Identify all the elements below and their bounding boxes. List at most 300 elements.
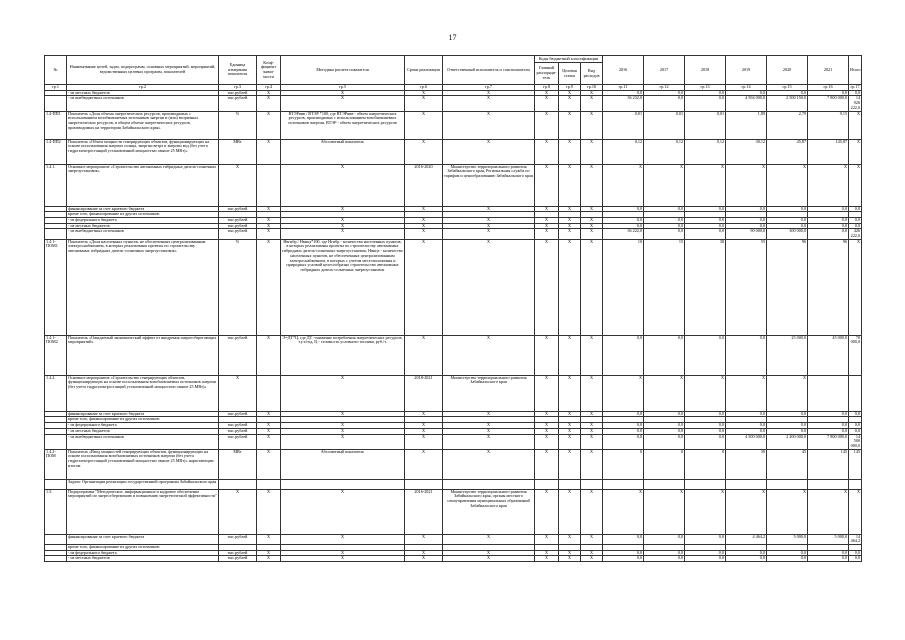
table-cell: 0,0 <box>849 423 862 429</box>
table-cell: 0,0 <box>685 90 726 96</box>
table-cell: X <box>581 223 603 229</box>
header-code-cel: Целевая статья <box>559 63 581 85</box>
table-cell: X <box>559 217 581 223</box>
table-cell: X <box>405 449 443 479</box>
table-cell: 5 000,0 <box>808 534 849 544</box>
table-cell: X <box>535 239 559 335</box>
table-cell <box>281 479 405 489</box>
table-cell: 0,0 <box>849 206 862 212</box>
table-cell: 0,12 <box>685 139 726 164</box>
table-cell: тыс.рублей <box>219 96 257 111</box>
column-number: гр.5 <box>281 85 405 91</box>
table-cell: тыс.рублей <box>219 423 257 429</box>
table-cell: 1,89 <box>726 111 767 139</box>
table-cell: X <box>257 96 281 111</box>
table-cell: X <box>767 164 808 206</box>
table-cell: 145 <box>849 449 862 479</box>
table-cell: X <box>443 229 535 239</box>
table-cell: X <box>559 534 581 544</box>
table-cell: 0,0 <box>726 423 767 429</box>
table-cell: 10 <box>603 239 644 335</box>
table-cell: X <box>559 428 581 434</box>
table-cell: 1.5. <box>45 489 67 534</box>
table-cell: 0,0 <box>685 206 726 212</box>
table-cell: X <box>443 534 535 544</box>
table-row <box>45 335 862 375</box>
table-cell: 0,0 <box>644 434 685 449</box>
table-cell: X <box>581 217 603 223</box>
table-cell: 0,12 <box>603 139 644 164</box>
table-cell: 45 <box>767 449 808 479</box>
table-cell: X <box>257 239 281 335</box>
table-cell: X <box>559 411 581 417</box>
table-cell: X <box>443 239 535 335</box>
table-cell: X <box>581 423 603 429</box>
table-cell: 0,0 <box>603 556 644 562</box>
table-cell: 145 <box>808 449 849 479</box>
table-cell: X <box>257 223 281 229</box>
table-cell: X <box>559 434 581 449</box>
table-cell: X <box>581 428 603 434</box>
table-cell: 0,0 <box>603 423 644 429</box>
table-cell: 38 <box>685 239 726 335</box>
table-cell: X <box>535 164 559 206</box>
table-cell: 4 464,2 <box>726 534 767 544</box>
table-cell: X <box>405 206 443 212</box>
column-number: гр.3 <box>219 85 257 91</box>
table-cell: 0,01 <box>644 111 685 139</box>
table-cell: X <box>405 239 443 335</box>
table-cell: X <box>281 223 405 229</box>
table-cell: тыс.рублей <box>219 428 257 434</box>
table-cell: X <box>559 449 581 479</box>
table-cell: Показатель «Ввод мощностей генерирующих объектов, функционирующих на основе использования возобновляемых источников энергии (без учета гидроэлектростанций установленной мощностью свыше 25 МВт)» нарастающим итогом <box>67 449 219 479</box>
header-name: Наименование целей, задач, подпрограмм, основных мероприятий, мероприятий, ведомственных целевых программ, показателей <box>67 56 219 85</box>
table-cell <box>535 479 559 489</box>
table-cell: X <box>443 550 535 556</box>
table-cell: Нвгибр / Нвнцэ*100, где Нгибр - количество населенных пунктов, в которых реализованы проекты по строительству автономных гибридных дизель-солнечных энергоустановок, Нвнцэ - количество населенных пунктов, не обеспеченных централизованным электроснабжением, в которых с учетом местоположения и природных условий целесообразно строительство автономных гибридных дизель-солнечных энергоустановок <box>281 239 405 335</box>
table-cell: X <box>849 164 862 206</box>
table-cell: X <box>581 556 603 562</box>
table-cell: тыс.рублей <box>219 223 257 229</box>
column-number: гр.14 <box>726 85 767 91</box>
table-cell: 7 800 000,0 <box>808 96 849 111</box>
table-cell: X <box>535 550 559 556</box>
table-cell: 2 200 000,0 <box>767 434 808 449</box>
table-cell: 0,0 <box>603 90 644 96</box>
table-cell: 7 800 000,0 <box>808 434 849 449</box>
table-cell: 0,0 <box>808 428 849 434</box>
table-cell: X <box>559 111 581 139</box>
table-cell <box>45 556 67 562</box>
table-cell: X <box>405 423 443 429</box>
table-cell: тыс.рублей <box>219 434 257 449</box>
table-cell <box>726 479 767 489</box>
table-cell: X <box>257 534 281 544</box>
table-cell: финансирование за счет краевого бюджета <box>67 534 219 544</box>
table-cell: 2 500 150,0 <box>767 96 808 111</box>
table-cell: 0,01 <box>685 111 726 139</box>
table-cell: 0,0 <box>685 434 726 449</box>
table-cell: 30 <box>726 449 767 479</box>
table-cell: X <box>559 90 581 96</box>
table-cell: X <box>603 164 644 206</box>
table-cell: МВт <box>219 449 257 479</box>
table-cell: X <box>685 489 726 534</box>
table-cell <box>808 375 849 411</box>
table-cell: - из федерального бюджета <box>67 217 219 223</box>
table-cell: X <box>443 96 535 111</box>
table-cell: X <box>281 90 405 96</box>
table-cell: 0,0 <box>603 428 644 434</box>
table-cell: 36 222,0 <box>603 229 644 239</box>
table-cell: 145,87 <box>808 139 849 164</box>
header-year-2020: 2020 <box>767 56 808 85</box>
table-cell: X <box>281 550 405 556</box>
table-cell: X <box>535 96 559 111</box>
table-cell: X <box>219 164 257 206</box>
table-cell: 0,0 <box>685 550 726 556</box>
table-cell: X <box>559 335 581 375</box>
table-cell: X <box>644 489 685 534</box>
table-cell: X <box>535 434 559 449</box>
table-cell: 0,0 <box>726 411 767 417</box>
table-cell: X <box>535 534 559 544</box>
header-year-2017: 2017 <box>644 56 685 85</box>
column-number: гр.17 <box>850 84 860 89</box>
table-cell: Основное мероприятие «Строительство генерирующих объектов, функционирующих на основе использования возобновляемых источников энергии (без учета гидроэлектростанций установленной мощностью свыше 25 МВт)» <box>67 375 219 411</box>
table-cell: X <box>581 434 603 449</box>
table-cell: - из местных бюджетов <box>67 428 219 434</box>
table-cell: % <box>219 111 257 139</box>
table-cell: X <box>535 206 559 212</box>
table-cell: Министерство территориального развития Забайкальского края, органы местного самоуправления муниципальных образований Забайкальского края <box>443 489 535 534</box>
table-cell: тыс.рублей <box>219 217 257 223</box>
table-cell: 0,0 <box>726 217 767 223</box>
table-cell: X <box>219 489 257 534</box>
table-cell: X <box>581 229 603 239</box>
table-cell: X <box>281 428 405 434</box>
table-cell: X <box>559 556 581 562</box>
table-cell: X <box>405 534 443 544</box>
table-cell: X <box>257 423 281 429</box>
table-cell: 0,0 <box>726 206 767 212</box>
table-cell: X <box>581 206 603 212</box>
table-cell: X <box>535 449 559 479</box>
table-cell: X <box>257 411 281 417</box>
table-cell <box>603 479 644 489</box>
table-cell: X <box>603 375 644 411</box>
table-cell: финансирование за счет краевого бюджета <box>67 206 219 212</box>
table-cell: 0,0 <box>685 428 726 434</box>
table-cell: X <box>281 375 405 411</box>
table-cell: Показатель «Доля населенных пунктов, не обеспеченных централизованным электроснабжением, в которых реализованы проекты по строительству автономных гибридных дизель-солнечных энергоустановок» <box>67 239 219 335</box>
table-cell: 0,0 <box>644 217 685 223</box>
table-row <box>45 375 862 411</box>
table-cell: 0,0 <box>767 206 808 212</box>
table-cell: тыс.рублей <box>219 534 257 544</box>
table-cell: X <box>257 217 281 223</box>
table-cell: - из внебюджетных источников <box>67 434 219 449</box>
table-cell <box>644 479 685 489</box>
table-cell: кроме того, финансирование из других источников: <box>67 212 219 218</box>
table-cell: 0,0 <box>644 96 685 111</box>
table-cell: X <box>405 411 443 417</box>
table-cell: X <box>405 217 443 223</box>
table-cell: 0,0 <box>685 96 726 111</box>
table-cell: X <box>849 111 862 139</box>
table-cell: Задача: Организация реализации государственной программы Забайкальского края <box>67 479 219 489</box>
table-cell: X <box>281 489 405 534</box>
table-cell: X <box>405 335 443 375</box>
table-cell: 1.4.2. <box>45 375 67 411</box>
table-cell: X <box>849 139 862 164</box>
table-cell: 0,0 <box>644 229 685 239</box>
table-cell: 0,0 <box>849 90 862 96</box>
table-cell <box>45 479 67 489</box>
table-cell: Э=ДТ*Ц, где ДТ -снижение потребления энергетических ресурсов, т.у.т/год, Ц - стоимость условного топлива, руб./т. <box>281 335 405 375</box>
table-cell: 96 <box>808 239 849 335</box>
table-row <box>45 479 862 489</box>
table-cell: X <box>443 139 535 164</box>
table-cell: X <box>559 96 581 111</box>
table-cell: X <box>581 534 603 544</box>
table-cell: 0,0 <box>685 217 726 223</box>
table-cell: X <box>443 206 535 212</box>
table-cell: 0,12 <box>644 139 685 164</box>
header-year-2018: 2018 <box>685 56 726 85</box>
table-cell: X <box>581 449 603 479</box>
table-cell: 0,0 <box>603 434 644 449</box>
table-cell <box>257 479 281 489</box>
table-cell: X <box>644 375 685 411</box>
table-cell: X <box>535 375 559 411</box>
table-cell: X <box>685 375 726 411</box>
table-cell: X <box>257 229 281 239</box>
table-cell: X <box>405 229 443 239</box>
table-cell: 0,0 <box>685 534 726 544</box>
table-cell: X <box>535 428 559 434</box>
table-cell: X <box>257 90 281 96</box>
table-cell: X <box>443 223 535 229</box>
table-cell: X <box>281 556 405 562</box>
header-coef: Коэф-фициент значи-мости <box>257 56 281 85</box>
table-cell: X <box>726 375 767 411</box>
table-row <box>45 139 862 164</box>
table-cell: 15 <box>644 239 685 335</box>
header-unit: Единица измерения показателя <box>219 56 257 85</box>
column-number: гр.2 <box>67 85 219 91</box>
table-cell: X <box>257 428 281 434</box>
header-term: Сроки реализации <box>405 56 443 85</box>
table-cell: X <box>405 428 443 434</box>
table-cell: тыс.рублей <box>219 550 257 556</box>
table-cell: X <box>257 550 281 556</box>
table-cell: X <box>443 90 535 96</box>
table-cell: 0,0 <box>808 206 849 212</box>
table-cell: X <box>559 139 581 164</box>
table-cell: X <box>581 375 603 411</box>
table-cell: Основное мероприятие «Строительство автономных гибридных дизель-солнечных энергоустановок» <box>67 164 219 206</box>
table-cell <box>45 96 67 111</box>
table-cell: X <box>726 164 767 206</box>
table-cell: Министерство территориального развития Забайкальского края, Региональная служба по тарифам и ценообразованию Забайкальского края <box>443 164 535 206</box>
table-cell: 0,0 <box>849 223 862 229</box>
table-cell: 0,0 <box>767 411 808 417</box>
table-cell: X <box>685 164 726 206</box>
table-cell: 0,0 <box>767 556 808 562</box>
table-cell: X <box>603 489 644 534</box>
table-cell: 0,0 <box>644 550 685 556</box>
table-cell: 1.4.1. <box>45 164 67 206</box>
table-cell: 0,0 <box>685 423 726 429</box>
column-number: гр.16 <box>808 85 849 91</box>
table-cell: 0 <box>603 449 644 479</box>
table-cell: X <box>581 96 603 111</box>
table-cell: X <box>219 375 257 411</box>
table-cell: ВТЭРвив / ВТЭР *100, где ВТЭРвив - объем энергетических ресурсов, производимых с использованием возобновляемых источников энергии, ВТЭР - объем энергетических ресурсов <box>281 111 405 139</box>
table-cell: 0,0 <box>849 556 862 562</box>
table-row <box>45 111 862 139</box>
table-cell: кроме того, финансирование из других источников: <box>67 545 219 551</box>
table-cell: 0,0 <box>644 556 685 562</box>
table-cell <box>443 479 535 489</box>
table-cell: % <box>219 239 257 335</box>
table-cell: 0,0 <box>644 335 685 375</box>
table-cell: 0,0 <box>685 229 726 239</box>
table-cell: X <box>443 411 535 417</box>
table-cell: 0,0 <box>726 550 767 556</box>
table-cell: - из федерального бюджета <box>67 423 219 429</box>
table-cell: 0,0 <box>808 90 849 96</box>
table-cell: 0,0 <box>603 550 644 556</box>
table-cell: 45,87 <box>767 139 808 164</box>
table-cell: X <box>581 90 603 96</box>
table-cell: X <box>559 229 581 239</box>
table-cell: - из местных бюджетов <box>67 556 219 562</box>
table-cell: X <box>405 550 443 556</box>
table-cell <box>45 534 67 544</box>
table-cell: 0,0 <box>808 217 849 223</box>
table-cell: 0,0 <box>726 335 767 375</box>
table-cell: X <box>281 423 405 429</box>
table-cell: X <box>443 217 535 223</box>
table-cell: 0,0 <box>726 223 767 229</box>
table-cell: 70 000,0 <box>849 335 862 375</box>
column-number: гр.15 <box>767 85 808 91</box>
column-number: гр.7 <box>443 85 535 91</box>
table-cell: X <box>767 489 808 534</box>
table-cell: X <box>405 556 443 562</box>
table-cell: 0,0 <box>726 428 767 434</box>
program-table <box>44 55 862 562</box>
table-cell: X <box>559 550 581 556</box>
table-cell: тыс.рублей <box>219 335 257 375</box>
table-cell: X <box>257 139 281 164</box>
table-row <box>45 556 862 562</box>
table-cell: 0,0 <box>808 411 849 417</box>
header-row-top <box>45 56 862 63</box>
table-cell: X <box>808 164 849 206</box>
column-number: гр.11 <box>603 85 644 91</box>
table-cell: X <box>281 229 405 239</box>
table-cell: - из внебюджетных источников <box>67 229 219 239</box>
table-cell: 0,0 <box>849 428 862 434</box>
table-cell: X <box>257 449 281 479</box>
column-number: гр.8 <box>535 85 559 91</box>
table-cell: X <box>257 335 281 375</box>
table-cell: 0,0 <box>644 534 685 544</box>
table-cell: X <box>535 90 559 96</box>
table-cell: 0 <box>685 449 726 479</box>
table-cell <box>559 479 581 489</box>
table-row <box>45 434 862 449</box>
table-cell: X <box>726 489 767 534</box>
table-cell: X <box>581 411 603 417</box>
column-number: гр.12 <box>644 85 685 91</box>
table-cell: X <box>405 90 443 96</box>
table-cell: 0,0 <box>767 90 808 96</box>
table-cell: X <box>281 206 405 212</box>
table-cell: 0,0 <box>849 550 862 556</box>
table-cell: МВт <box>219 139 257 164</box>
column-number: гр.13 <box>685 85 726 91</box>
table-cell: X <box>281 434 405 449</box>
table-cell: X <box>559 206 581 212</box>
table-cell: X <box>405 434 443 449</box>
table-cell: X <box>443 335 535 375</box>
table-cell: X <box>535 111 559 139</box>
table-cell: 1.4.2-ПОМ <box>45 449 67 479</box>
table-cell: 2016-2020 <box>405 164 443 206</box>
table-cell: кроме того, финансирование из других источников: <box>67 417 219 423</box>
table-cell: 45 000,0 <box>808 335 849 375</box>
table-cell: тыс.рублей <box>219 411 257 417</box>
table-cell: 1.4-ПП1 <box>45 111 67 139</box>
table-cell: 1.4.1-ПОМ1 <box>45 239 67 335</box>
table-cell: 0,0 <box>644 423 685 429</box>
table-cell: - из местных бюджетов <box>67 90 219 96</box>
table-cell: 0,0 <box>849 411 862 417</box>
table-cell: 2,79 <box>767 111 808 139</box>
table-row <box>45 229 862 239</box>
table-cell: X <box>535 489 559 534</box>
table-cell: X <box>443 423 535 429</box>
header-code-glav: Главный распоряди-тель <box>535 63 559 85</box>
table-cell: 9,15 <box>808 111 849 139</box>
table-cell: X <box>281 534 405 544</box>
table-cell: X <box>257 556 281 562</box>
table-cell: 4 500 000,0 <box>726 434 767 449</box>
table-cell: 426 222,0 <box>849 229 862 239</box>
table-cell: 4 594 000,0 <box>726 96 767 111</box>
table-cell: X <box>535 139 559 164</box>
table-cell: X <box>257 434 281 449</box>
table-cell: 0,0 <box>808 550 849 556</box>
table-cell: X <box>535 411 559 417</box>
header-code-vid: Вид расходов <box>581 63 603 85</box>
table-cell: X <box>581 550 603 556</box>
table-cell: X <box>443 428 535 434</box>
table-cell: 1.4-ПП2 <box>45 139 67 164</box>
table-row <box>45 96 862 111</box>
table-cell: 0 <box>644 449 685 479</box>
table-cell <box>849 375 862 411</box>
table-cell: 0,0 <box>808 423 849 429</box>
page-number: 17 <box>448 33 457 42</box>
table-cell: 1.4.1-ПОМ2 <box>45 335 67 375</box>
table-cell <box>45 229 67 239</box>
